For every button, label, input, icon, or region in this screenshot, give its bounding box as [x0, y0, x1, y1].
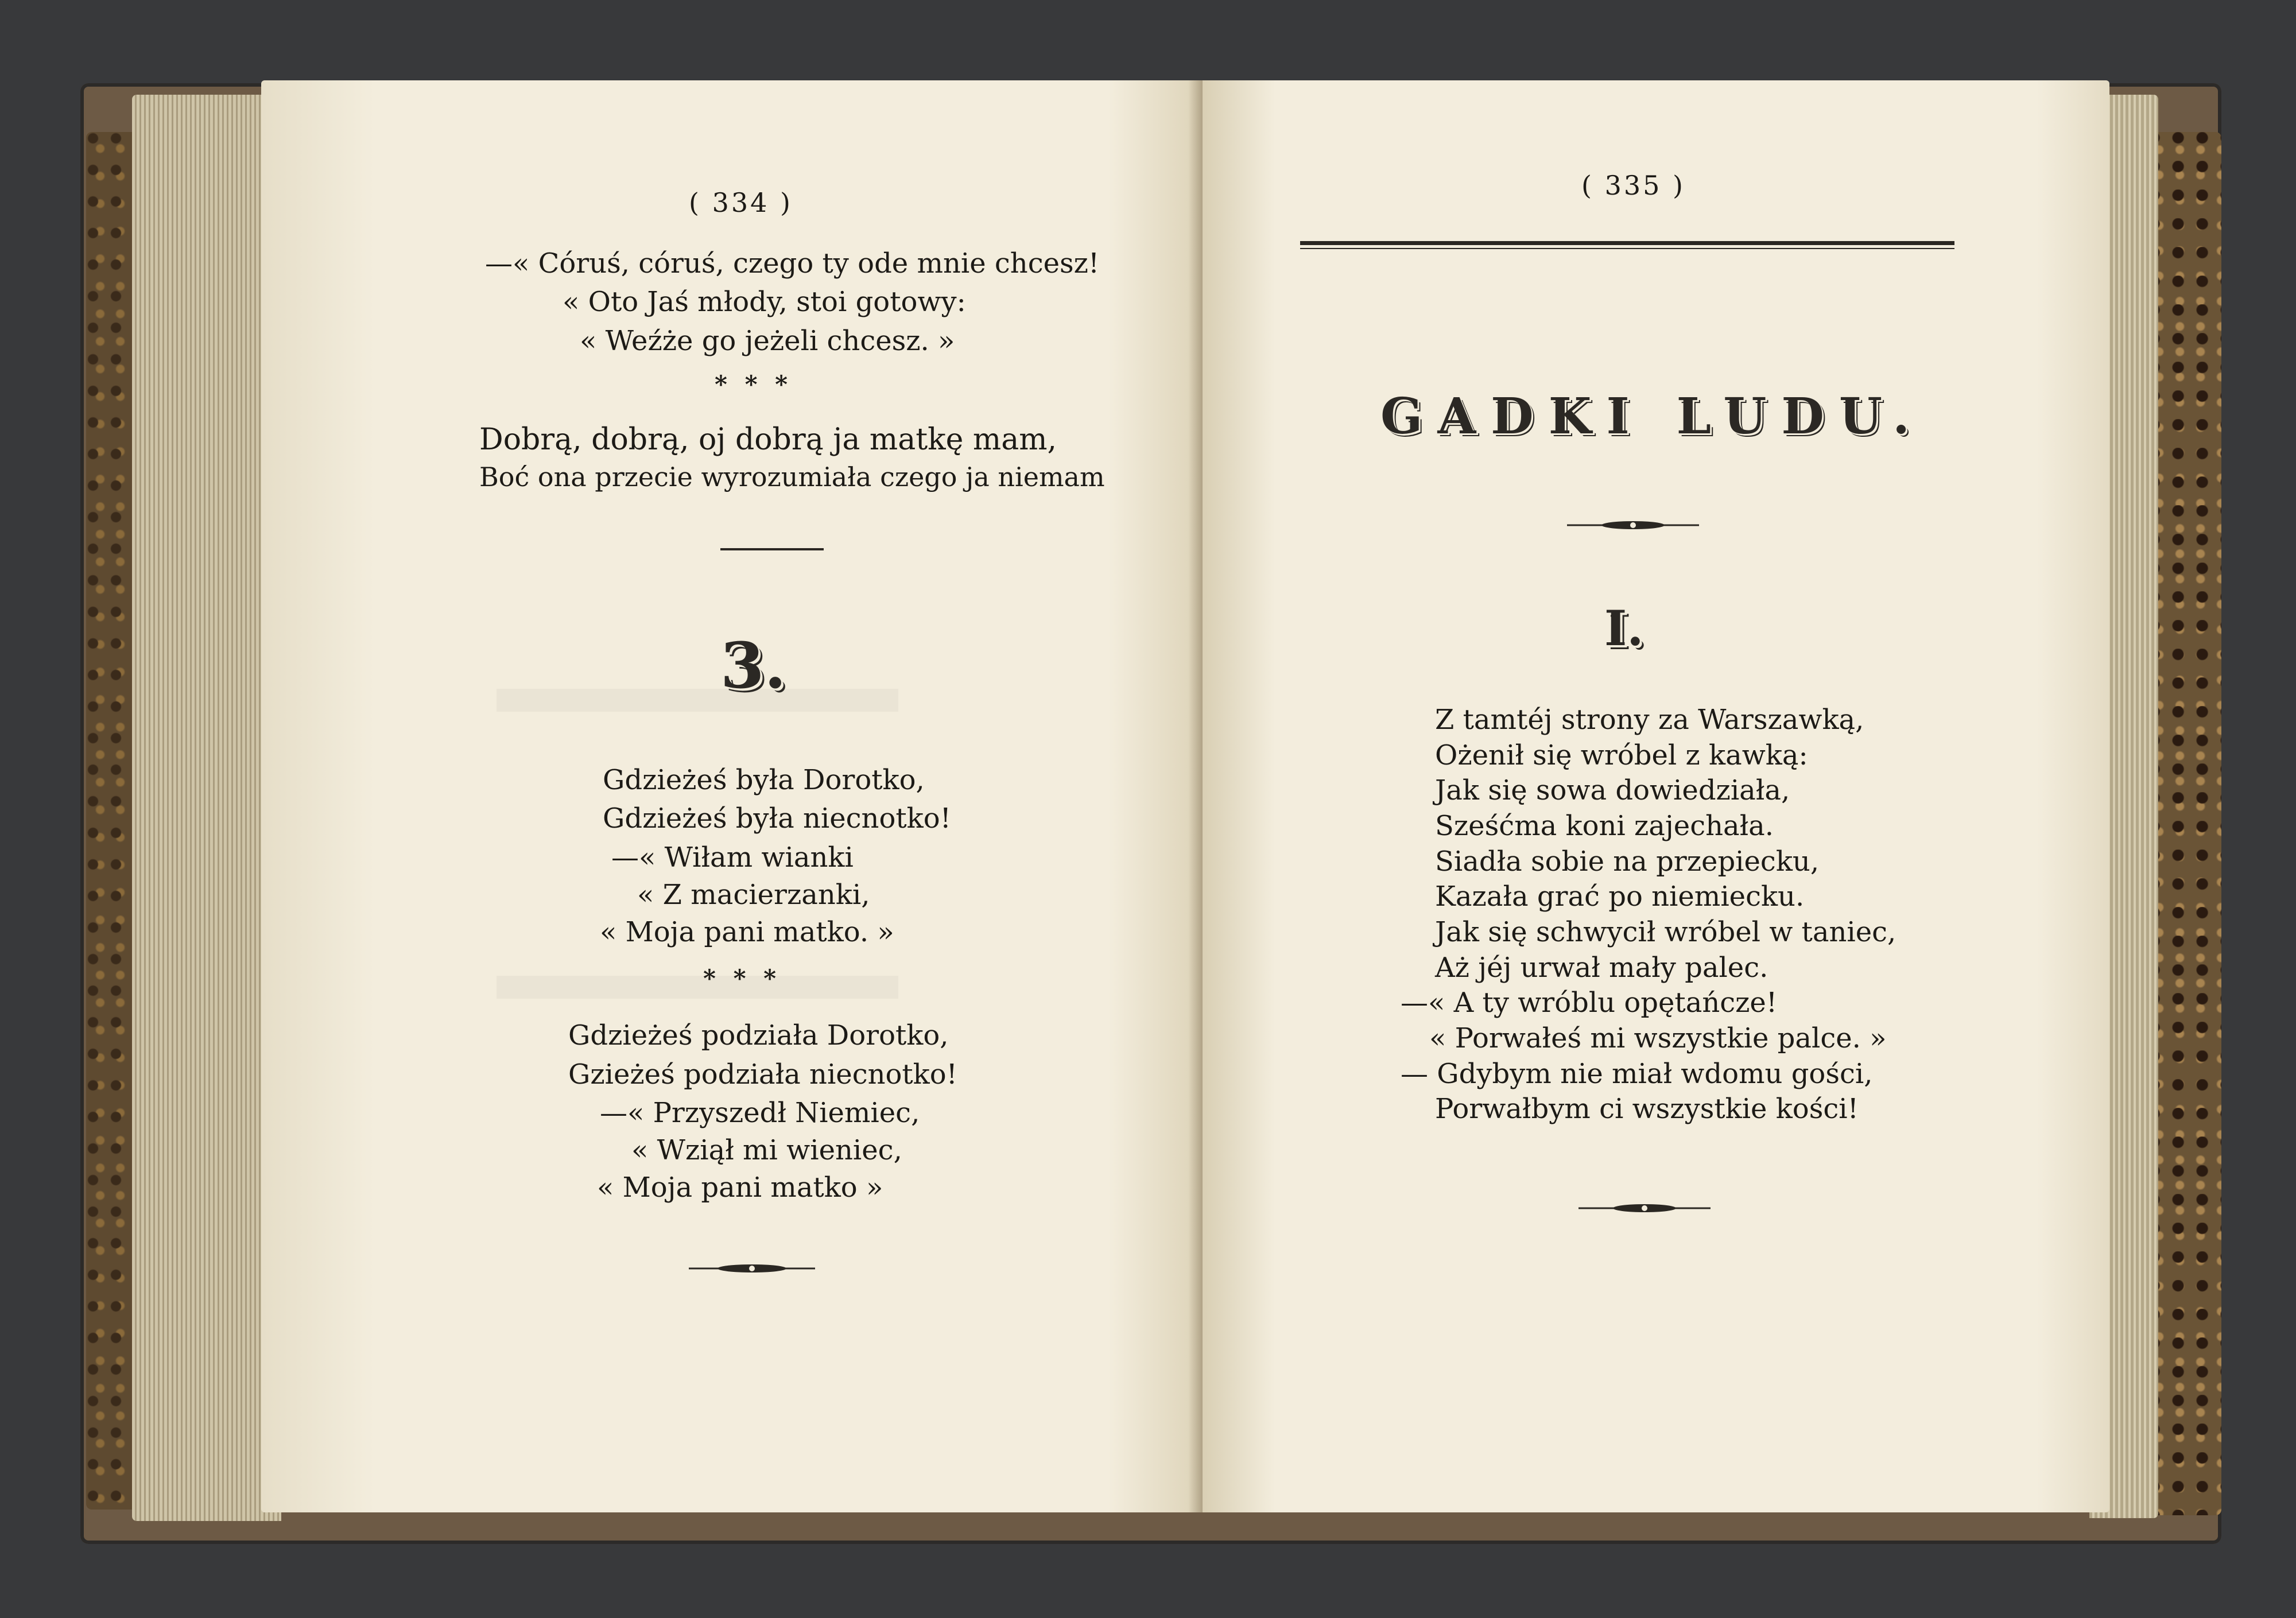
- verse-line: Z tamtéj strony za Warszawką,: [1435, 704, 1864, 736]
- verse-line: Gdzieżeś była niecnotko!: [603, 802, 951, 835]
- page-number: ( 335 ): [1581, 170, 1685, 201]
- verse-line: « Porwałeś mi wszystkie palce. »: [1429, 1022, 1887, 1054]
- verse-line: —« Przyszedł Niemiec,: [600, 1097, 920, 1129]
- bleed-through: [497, 689, 898, 712]
- verse-line: Jak się sowa dowiedziała,: [1435, 774, 1790, 806]
- verse-line: « Moja pani matko »: [597, 1171, 883, 1204]
- verse-line: « Moja pani matko. »: [600, 916, 894, 948]
- verse-line: Sześćma koni zajechała.: [1435, 810, 1774, 842]
- page-number: ( 334 ): [689, 187, 793, 218]
- verse-line: Gdzieżeś była Dorotko,: [603, 764, 925, 796]
- header-rule: [1300, 241, 1954, 245]
- section-stars: * * *: [703, 964, 781, 992]
- song-number: 3.: [720, 628, 786, 703]
- verse-line: Jak się schwycił wróbel w taniec,: [1435, 916, 1896, 948]
- verse-line: Kazała grać po niemiecku.: [1435, 880, 1805, 913]
- ornament-divider: [1576, 1197, 1713, 1220]
- verse-line: « Oto Jaś młody, stoi gotowy:: [563, 286, 966, 318]
- verse-line: —« A ty wróblu opętańcze!: [1401, 987, 1778, 1019]
- song-number: I.: [1604, 600, 1644, 657]
- verse-line: —« Wiłam wianki: [611, 841, 854, 874]
- ornament-divider: [686, 1257, 818, 1280]
- verse-line: Ożenił się wróbel z kawką:: [1435, 739, 1808, 771]
- ornament-divider: [1564, 514, 1702, 537]
- header-rule-thin: [1300, 248, 1954, 249]
- verse-line: Siadła sobie na przepiecku,: [1435, 845, 1820, 878]
- verse-line: Gdzieżeś podziała Dorotko,: [568, 1019, 949, 1051]
- section-title: GADKI LUDU.: [1380, 387, 1925, 445]
- section-stars: * * *: [715, 370, 793, 398]
- verse-line: Boć ona przecie wyrozumiała czego ja niemam: [479, 461, 1105, 492]
- divider-rule: [720, 548, 824, 550]
- verse-line: Porwałbym ci wszystkie kości!: [1435, 1093, 1859, 1125]
- left-page: [261, 80, 1203, 1512]
- verse-line: « Weźże go jeżeli chcesz. »: [580, 325, 955, 357]
- verse-line: Aż jéj urwał mały palec.: [1435, 952, 1768, 984]
- right-page: [1203, 80, 2109, 1512]
- verse-line: — Gdybym nie miał wdomu gości,: [1401, 1058, 1873, 1090]
- verse-line: Gzieżeś podziała niecnotko!: [568, 1058, 957, 1091]
- verse-line: « Wziął mi wieniec,: [631, 1134, 902, 1166]
- verse-line: « Z macierzanki,: [637, 879, 870, 911]
- verse-line: —« Córuś, córuś, czego ty ode mnie chcesz!: [485, 247, 1100, 280]
- verse-line: Dobrą, dobrą, oj dobrą ja matkę mam,: [479, 422, 1057, 457]
- bleed-through: [497, 976, 898, 999]
- left-page-edges: [132, 95, 281, 1521]
